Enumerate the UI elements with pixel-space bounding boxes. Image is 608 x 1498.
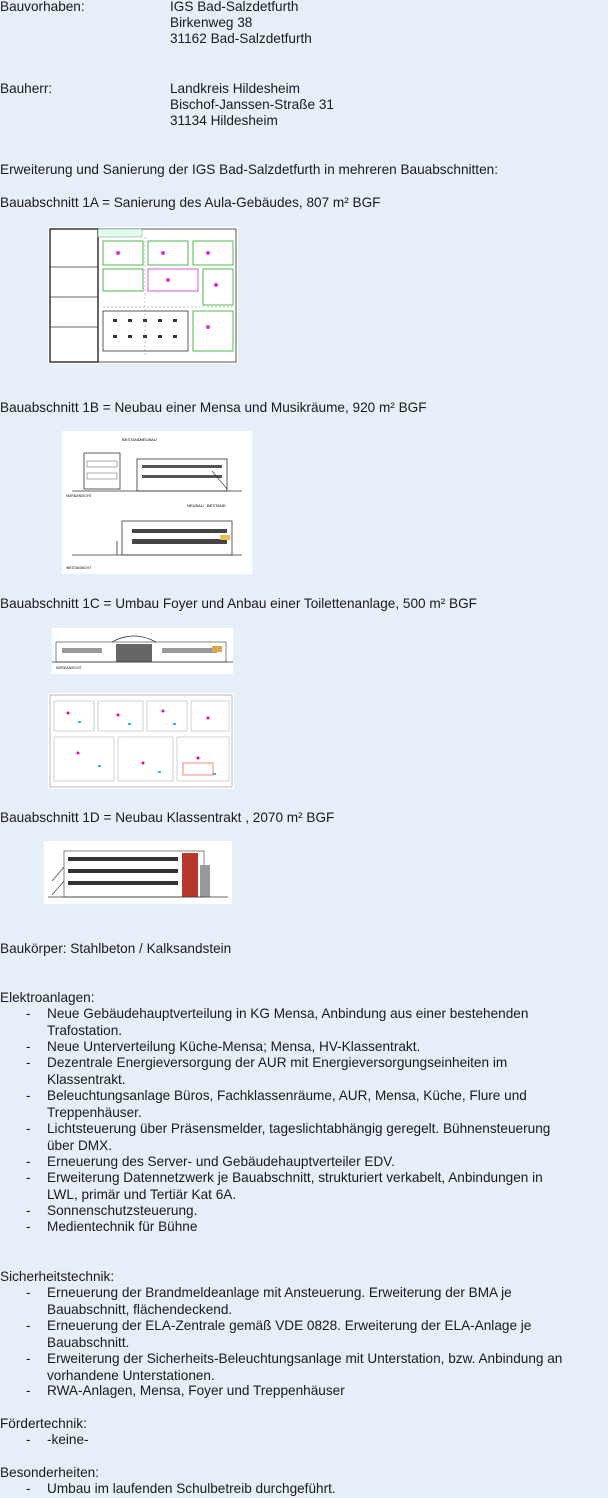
list-item-line: vorhandene Unterstationen. — [47, 1367, 215, 1383]
list-item-text — [47, 1480, 605, 1497]
list-item-text — [47, 1005, 605, 1039]
bauherr-city: 31134 Hildesheim — [170, 113, 278, 128]
bauvorhaben-street: Birkenweg 38 — [170, 15, 253, 30]
elektro-heading: Elektroanlagen: — [0, 990, 95, 1005]
list-item-text — [47, 1202, 605, 1219]
bullet-dash: - — [26, 1038, 31, 1054]
list-item-text — [47, 1218, 605, 1235]
list-item-line: -keine- — [47, 1432, 89, 1447]
list-item-text — [47, 1153, 605, 1170]
list-item-text — [47, 1431, 605, 1448]
list-item-text — [47, 1038, 605, 1055]
bullet-dash: - — [26, 1006, 31, 1021]
bullet-dash: - — [26, 1055, 31, 1071]
sicherheit-heading: Sicherheitstechnik: — [0, 1269, 115, 1284]
list-item-line: Erweiterung der Sicherheits-Beleuchtungsanlage mit Unterstation, bzw. Anbindung an — [47, 1350, 563, 1366]
bullet-dash: - — [26, 1432, 31, 1447]
bauvorhaben-name: IGS Bad-Salzdetfurth — [170, 0, 299, 14]
floor-plan-1c — [48, 693, 234, 789]
section-1d-title: Bauabschnitt 1D = Neubau Klassentrakt , 2070 m² BGF — [0, 810, 335, 825]
drawing-label-neubau-2: NEUBAU — [187, 503, 204, 508]
list-item-line: Bauabschnitt, flächendeckend. — [47, 1302, 233, 1317]
list-item-text — [47, 1120, 605, 1154]
baukoerper-text: Baukörper: Stahlbeton / Kalksandstein — [0, 941, 232, 956]
list-item-line: Sonnenschutzsteuerung. — [47, 1202, 198, 1218]
list-item-line: Erneuerung des Server- und Gebäudehauptverteiler EDV. — [47, 1153, 395, 1169]
list-item-line: Bauabschnitt. — [47, 1334, 130, 1350]
elevation-drawing-1b — [62, 431, 252, 574]
list-item-line: LWL, primär und Tertiär Kat 6A. — [47, 1187, 237, 1202]
list-item-line: RWA-Anlagen, Mensa, Foyer und Treppenhäuser — [47, 1383, 345, 1399]
list-item-text — [47, 1054, 605, 1088]
drawing-label-nordansicht-1c: NORDANSICHT — [56, 666, 82, 670]
list-item-line: Beleuchtungsanlage Büros, Fachklassenräume, AUR, Mensa, Küche, Flure und — [47, 1088, 527, 1103]
list-item-text — [47, 1350, 605, 1384]
bullet-dash: - — [26, 1153, 31, 1169]
list-item-line: Neue Unterverteilung Küche-Mensa; Mensa, HV-Klassentrakt. — [47, 1038, 421, 1054]
bullet-dash: - — [26, 1350, 31, 1366]
bullet-dash: - — [26, 1219, 31, 1235]
section-1b-title: Bauabschnitt 1B = Neubau einer Mensa und Musikräume, 920 m² BGF — [0, 400, 427, 415]
foerder-heading: Fördertechnik: — [0, 1416, 87, 1431]
list-item-line: Klassentrakt. — [47, 1072, 126, 1088]
list-item-text — [47, 1317, 605, 1351]
bauvorhaben-city: 31162 Bad-Salzdetfurth — [170, 31, 312, 46]
bullet-dash: - — [26, 1088, 31, 1103]
bullet-dash: - — [26, 1170, 31, 1185]
intro-text: Erweiterung und Sanierung der IGS Bad-Salzdetfurth in mehreren Bauabschnitten: — [0, 162, 498, 177]
bullet-dash: - — [26, 1120, 31, 1136]
section-1a-title: Bauabschnitt 1A = Sanierung des Aula-Gebäudes, 807 m² BGF — [0, 195, 381, 210]
bullet-dash: - — [26, 1481, 31, 1496]
elevation-drawing-1c — [52, 628, 233, 674]
list-item-line: Erweiterung Datennetzwerk je Bauabschnitt, strukturiert verkabelt, Anbindungen in — [47, 1170, 543, 1185]
list-item-line: Erneuerung der Brandmeldeanlage mit Ansteuerung. Erweiterung der BMA je — [47, 1285, 512, 1300]
floor-plan-1a — [48, 227, 238, 364]
list-item-line: Dezentrale Energieversorgung der AUR mit Energieversorgungseinheiten im — [47, 1055, 508, 1071]
list-item-text — [47, 1087, 605, 1121]
bullet-dash: - — [26, 1317, 31, 1333]
list-item-line: Medientechnik für Bühne — [47, 1219, 198, 1235]
bullet-dash: - — [26, 1383, 31, 1399]
list-item-line: Umbau im laufenden Schulbetreib durchgeführt. — [47, 1481, 336, 1496]
list-item-line: Neue Gebäudehauptverteilung in KG Mensa, Anbindung aus einer bestehenden — [47, 1006, 529, 1021]
bauvorhaben-label: Bauvorhaben: — [0, 0, 85, 14]
list-item-line: über DMX. — [47, 1137, 112, 1153]
drawing-label-westansicht: WESTANSICHT — [66, 566, 92, 570]
list-item-line: Treppenhäuser. — [47, 1105, 142, 1120]
list-item-line: Erneuerung der ELA-Zentrale gemäß VDE 0828. Erweiterung der ELA-Anlage je — [47, 1317, 532, 1333]
section-1c-title: Bauabschnitt 1C = Umbau Foyer und Anbau einer Toilettenanlage, 500 m² BGF — [0, 596, 477, 611]
drawing-label-bestand-2: BESTAND — [207, 503, 226, 508]
drawing-label-bestand: BESTAND — [122, 437, 141, 442]
drawing-label-neubau: NEUBAU — [140, 437, 157, 442]
list-item-line: Lichtsteuerung über Präsensmelder, tageslichtabhängig geregelt. Bühnensteuerung — [47, 1120, 551, 1136]
bauherr-name: Landkreis Hildesheim — [170, 81, 300, 96]
bauherr-street: Bischof-Janssen-Straße 31 — [170, 97, 334, 112]
besonder-heading: Besonderheiten: — [0, 1465, 100, 1480]
list-item-text — [47, 1382, 605, 1399]
list-item-text — [47, 1284, 605, 1318]
bauherr-label: Bauherr: — [0, 81, 53, 96]
drawing-label-nordansicht: NORDANSICHT — [66, 494, 92, 498]
list-item-text — [47, 1169, 605, 1203]
elevation-drawing-1d — [44, 841, 232, 904]
bullet-dash: - — [26, 1285, 31, 1300]
list-item-line: Trafostation. — [47, 1023, 123, 1038]
bullet-dash: - — [26, 1202, 31, 1218]
